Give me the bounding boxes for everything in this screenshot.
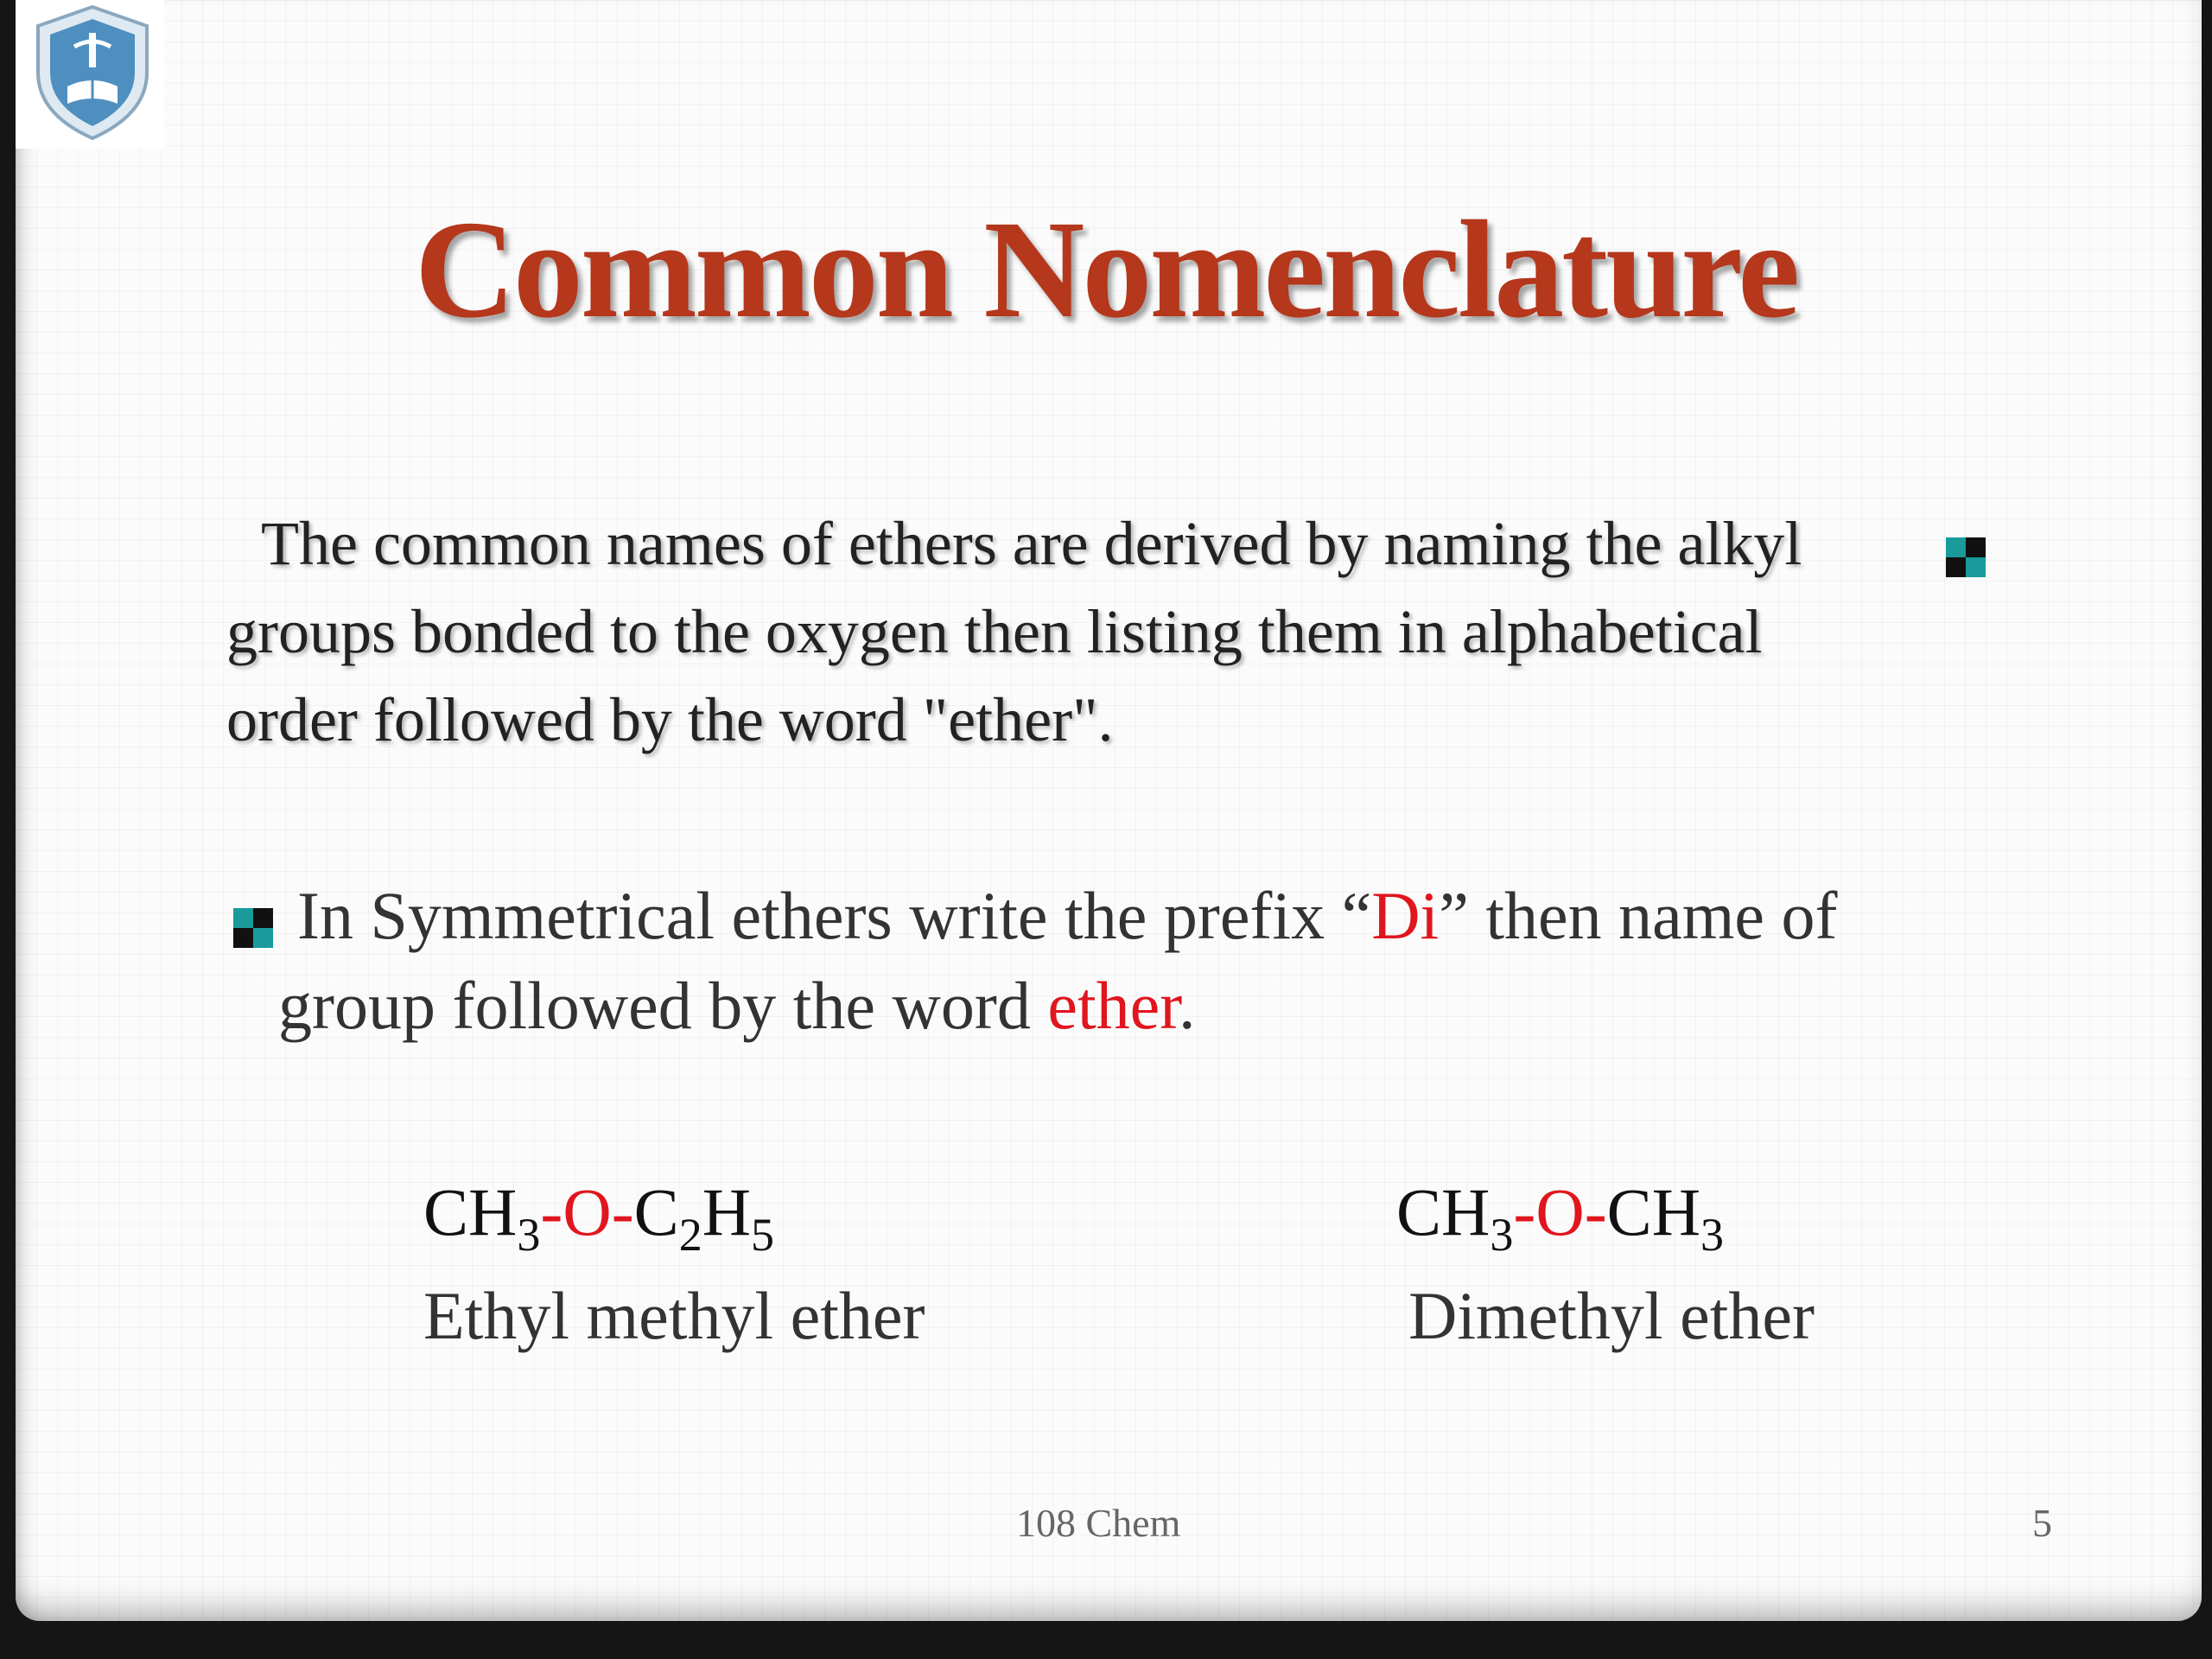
definition-text: The common names of ethers are derived by naming the alkyl groups bonded to the oxygen then listing them in alphabetical order followed by the word "ether". bbox=[226, 509, 1802, 754]
formula-subscript: 5 bbox=[751, 1209, 775, 1261]
formula-bond: - bbox=[1584, 1174, 1607, 1249]
formula-group: CH bbox=[1396, 1174, 1491, 1249]
formula-subscript: 3 bbox=[517, 1209, 541, 1261]
formula-group: CH bbox=[423, 1174, 518, 1249]
formula-bond: - bbox=[611, 1174, 634, 1249]
formula-group: C bbox=[633, 1174, 679, 1249]
formula-group: H bbox=[702, 1174, 752, 1249]
bullet-icon bbox=[1946, 537, 1986, 577]
formula-subscript: 2 bbox=[678, 1209, 702, 1261]
definition-paragraph bbox=[226, 499, 1842, 764]
rule-text: In Symmetrical ethers write the prefix “ bbox=[297, 878, 1372, 953]
footer-course-label: 108 Chem bbox=[1016, 1501, 1181, 1545]
formula-oxygen: O bbox=[563, 1174, 612, 1249]
formula-group: CH bbox=[1606, 1174, 1701, 1249]
formula-dimethyl-ether bbox=[1396, 1173, 1725, 1261]
bullet-icon bbox=[233, 908, 273, 948]
ether-highlight: ether bbox=[1047, 968, 1179, 1043]
logo-area bbox=[16, 0, 164, 149]
formula-ethyl-methyl-ether bbox=[423, 1173, 775, 1261]
formula-oxygen: O bbox=[1535, 1174, 1585, 1249]
symmetrical-ethers-rule bbox=[278, 871, 2006, 1051]
formula-bond: - bbox=[1513, 1174, 1536, 1249]
compound-name-ethyl-methyl-ether: Ethyl methyl ether bbox=[423, 1278, 925, 1353]
prefix-highlight: Di bbox=[1371, 878, 1440, 953]
formula-subscript: 3 bbox=[1490, 1209, 1514, 1261]
formula-subscript: 3 bbox=[1700, 1209, 1725, 1261]
formula-bond: - bbox=[540, 1174, 563, 1249]
rule-text: ” then name of group followed by the word bbox=[278, 878, 1838, 1043]
rule-text: . bbox=[1178, 968, 1196, 1043]
slide-title: Common Nomenclature bbox=[414, 193, 1798, 347]
slide-number: 5 bbox=[2032, 1501, 2052, 1545]
university-seal-icon bbox=[28, 3, 157, 142]
compound-name-dimethyl-ether: Dimethyl ether bbox=[1408, 1278, 1815, 1353]
